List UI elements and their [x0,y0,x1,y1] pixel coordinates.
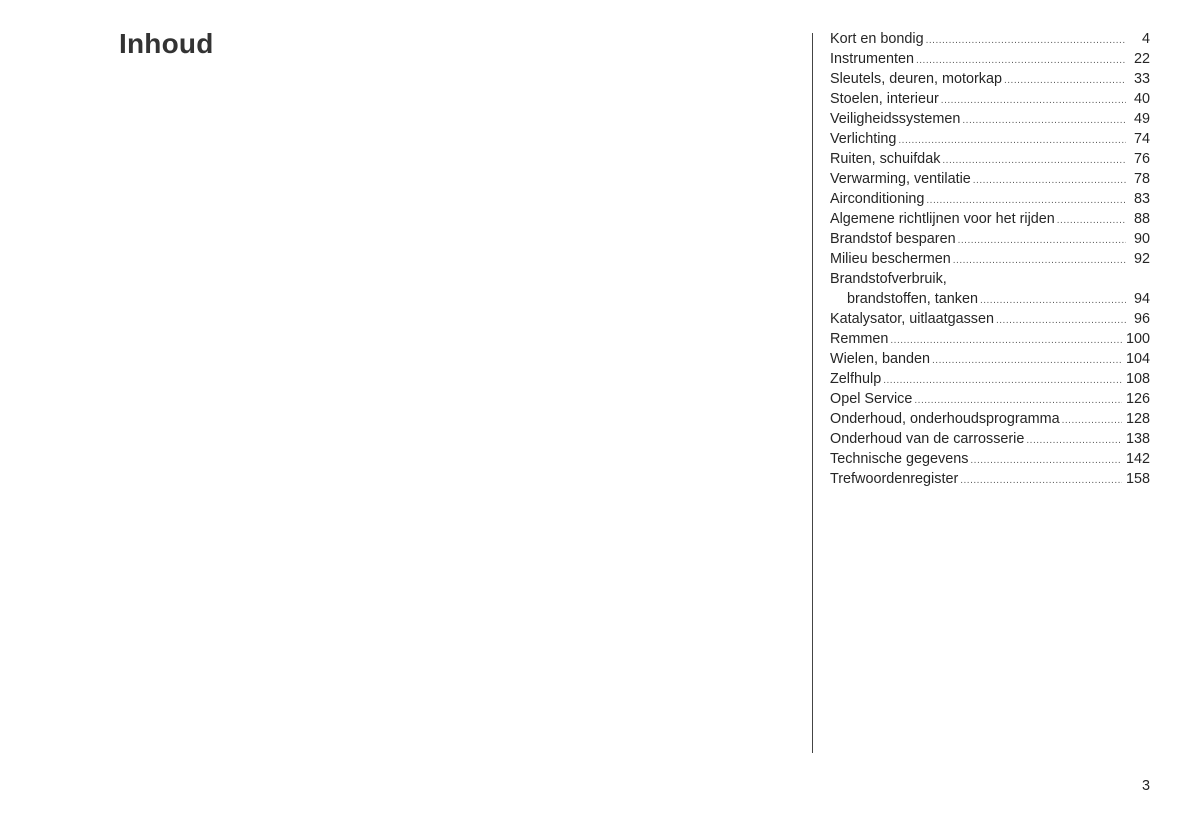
toc-entry-page: 78 [1133,171,1150,187]
toc-entry[interactable] [830,229,1150,249]
toc-dot-leader [980,291,1126,311]
toc-entry-page: 74 [1133,131,1150,147]
toc-entry-label: Wielen, banden [830,351,931,367]
toc-entry[interactable] [830,49,1150,69]
toc-dot-leader [1057,211,1126,231]
toc-entry-page: 22 [1133,51,1150,67]
toc-entry-label: Zelfhulp [830,371,882,387]
toc-entry-heading[interactable] [830,269,1150,289]
toc-dot-leader [973,171,1126,191]
toc-entry-label: Trefwoordenregister [830,471,959,487]
page-title: Inhoud [119,28,214,59]
toc-dot-leader [958,231,1126,251]
toc-entry-page: 92 [1133,251,1150,267]
toc-entry[interactable] [830,149,1150,169]
toc-entry-label: Stoelen, interieur [830,91,939,107]
toc-entry-page: 126 [1125,391,1150,407]
column-divider [812,33,813,753]
toc-dot-leader [898,131,1126,151]
toc-entry[interactable] [830,69,1150,89]
toc-dot-leader [970,451,1122,471]
toc-entry-label: Airconditioning [830,191,925,207]
toc-entry-label: Verwarming, ventilatie [830,171,971,187]
toc-dot-leader [960,471,1122,491]
toc-entry[interactable] [830,29,1150,49]
toc-entry[interactable] [830,409,1150,429]
toc-entry[interactable] [830,249,1150,269]
toc-entry-page: 158 [1125,471,1150,487]
toc-entry[interactable] [830,289,1150,309]
toc-entry-page: 100 [1125,331,1150,347]
toc-dot-leader [916,51,1126,71]
toc-entry-label: Verlichting [830,131,897,147]
toc-entry[interactable] [830,189,1150,209]
toc-entry-label: Opel Service [830,391,913,407]
table-of-contents [830,29,1150,489]
toc-entry-label: Algemene richtlijnen voor het rijden [830,211,1055,227]
toc-entry-label: Veiligheidssystemen [830,111,961,127]
toc-entry[interactable] [830,369,1150,389]
toc-entry-label: Sleutels, deuren, motorkap [830,71,1002,87]
toc-entry-page: 49 [1133,111,1150,127]
toc-entry-page: 108 [1125,371,1150,387]
toc-entry-label: Kort en bondig [830,31,924,47]
toc-dot-leader [883,371,1122,391]
toc-entry-page: 138 [1125,431,1150,447]
toc-dot-leader [996,311,1126,331]
toc-entry[interactable] [830,389,1150,409]
toc-entry-page: 33 [1133,71,1150,87]
toc-entry-label: Technische gegevens [830,451,969,467]
toc-dot-leader [932,351,1122,371]
toc-entry-label: brandstoffen, tanken [847,291,978,307]
toc-entry[interactable] [830,309,1150,329]
toc-entry-page: 76 [1133,151,1150,167]
toc-dot-leader [1062,411,1122,431]
toc-entry[interactable] [830,129,1150,149]
toc-entry-label: Katalysator, uitlaatgassen [830,311,994,327]
toc-entry[interactable] [830,209,1150,229]
toc-entry-page: 96 [1133,311,1150,327]
toc-entry-page: 4 [1141,31,1150,47]
toc-entry[interactable] [830,329,1150,349]
toc-entry-label: Onderhoud, onderhoudsprogramma [830,411,1060,427]
toc-entry[interactable] [830,89,1150,109]
toc-entry[interactable] [830,469,1150,489]
toc-entry[interactable] [830,109,1150,129]
toc-entry-label: Remmen [830,331,889,347]
toc-dot-leader [962,111,1126,131]
toc-entry-page: 40 [1133,91,1150,107]
toc-entry-page: 88 [1133,211,1150,227]
toc-entry-page: 90 [1133,231,1150,247]
toc-entry-page: 128 [1125,411,1150,427]
toc-entry[interactable] [830,169,1150,189]
toc-dot-leader [1004,71,1126,91]
toc-entry[interactable] [830,449,1150,469]
toc-dot-leader [942,151,1126,171]
toc-entry[interactable] [830,429,1150,449]
toc-entry-page: 142 [1125,451,1150,467]
toc-entry-label: Brandstofverbruik, [830,271,947,287]
toc-dot-leader [914,391,1122,411]
toc-dot-leader [890,331,1122,351]
toc-entry-label: Ruiten, schuifdak [830,151,941,167]
toc-entry-label: Onderhoud van de carrosserie [830,431,1025,447]
toc-entry-page: 104 [1125,351,1150,367]
toc-dot-leader [926,31,1126,51]
toc-dot-leader [953,251,1126,271]
toc-dot-leader [926,191,1126,211]
toc-entry-label: Brandstof besparen [830,231,956,247]
toc-entry-label: Instrumenten [830,51,914,67]
toc-dot-leader [1026,431,1122,451]
toc-entry-label: Milieu beschermen [830,251,951,267]
toc-entry-page: 83 [1133,191,1150,207]
toc-entry-page: 94 [1133,291,1150,307]
toc-entry[interactable] [830,349,1150,369]
page-number: 3 [1141,778,1150,794]
toc-dot-leader [941,91,1126,111]
